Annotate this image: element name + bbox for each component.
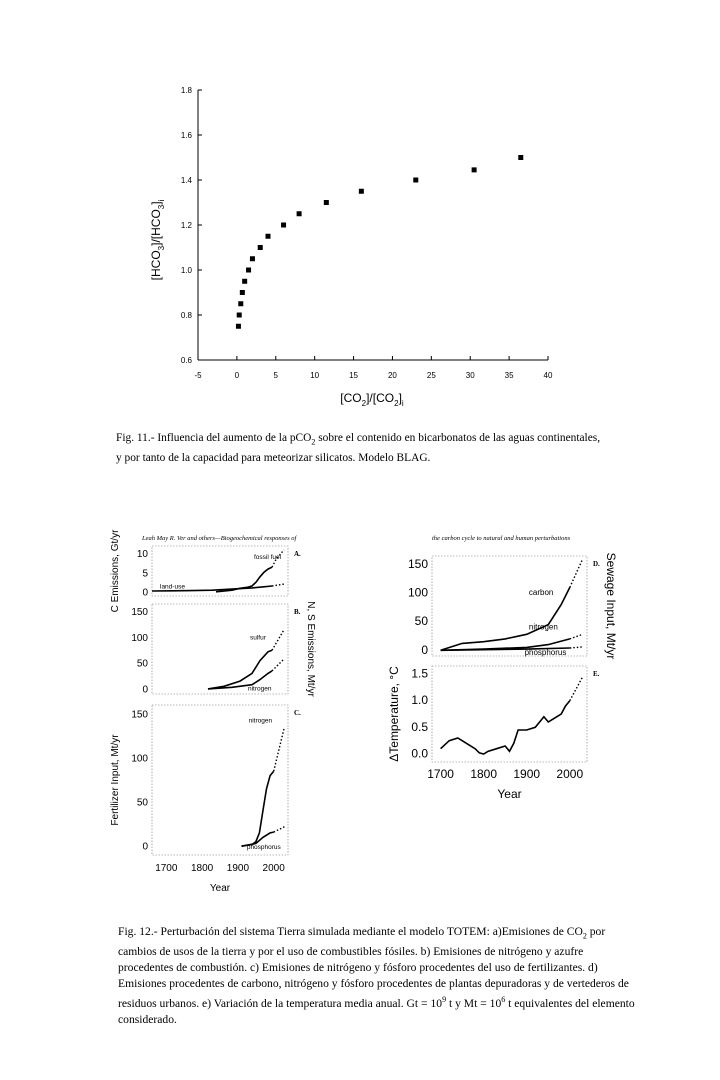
data-point <box>297 211 302 216</box>
panel-e <box>387 666 600 801</box>
series-label-phosphorus: phosphorus <box>524 647 567 657</box>
panel-frame <box>152 604 288 694</box>
data-point <box>246 268 251 273</box>
y-axis-label: N, S Emissions, Mt/yr <box>305 601 316 697</box>
y-tick-label: 100 <box>407 585 428 600</box>
figure-12-caption-line1 <box>118 924 688 944</box>
x-tick-label: 1800 <box>470 767 498 781</box>
y-tick-label: 100 <box>131 753 148 765</box>
figure-12-caption-sup1: 9 <box>442 995 447 1005</box>
panel-c <box>110 705 301 894</box>
figure-11-ylabel <box>149 199 166 280</box>
series-projection-land-use <box>272 584 284 586</box>
series-label-nitrogen: nitrogen <box>248 685 272 693</box>
figure-11-xlabel-f: i <box>401 399 404 408</box>
series-projection-nitrogen <box>570 634 583 639</box>
figure-12-caption-line2: cambios de usos de la tierra y por el uso de combustibles fósiles. b) Emisiones de nitrógeno y azufre <box>118 945 584 959</box>
figure-11-ylabel-f: i <box>157 199 166 202</box>
y-axis-label: ΔTemperature, °C <box>387 666 401 762</box>
series-projection-phosphorus <box>274 827 285 832</box>
figure-12-caption-line6: considerado. <box>118 1013 177 1027</box>
series-label-nitrogen: nitrogen <box>248 717 273 725</box>
series-label-fossil-fuel: fossil fuel <box>254 554 282 562</box>
x-tick-label: 2000 <box>556 767 584 781</box>
figure-11-xlabel-d: 2 <box>394 399 399 408</box>
panel-letter: B. <box>294 608 301 616</box>
data-point <box>240 290 245 295</box>
figure-11-ylabel-d: 3 <box>157 204 166 210</box>
series-line-nitrogen <box>242 771 274 846</box>
figure-11-xlabel-e: ] <box>398 391 402 405</box>
figure-11-axes <box>181 86 553 380</box>
y-tick-label: 1.6 <box>180 131 192 140</box>
x-tick-label: 20 <box>387 371 397 380</box>
figure-11-caption-sub: 2 <box>311 437 316 447</box>
x-tick-label: 1800 <box>190 863 214 874</box>
data-point <box>324 200 329 205</box>
figure-12-caption-line3: procedentes de combustión. c) Emisiones de nitrógeno y fósforo procedentes del uso de fertilizantes. d) <box>118 961 598 975</box>
series-label-carbon: carbon <box>528 587 554 597</box>
figure-12-caption-l1-sub: 2 <box>582 931 587 941</box>
figure-11-caption-line1 <box>116 430 676 450</box>
data-point <box>413 178 418 183</box>
x-tick-label: 35 <box>504 371 514 380</box>
series-label-land-use: land-use <box>160 583 185 591</box>
figure-11-caption-l1b: sobre el contenido en bicarbonatos de las aguas continentales, <box>315 432 601 444</box>
series-projection-nitrogen <box>272 659 284 671</box>
x-tick-label: 25 <box>426 371 436 380</box>
data-point <box>258 245 263 250</box>
y-tick-label: 0.5 <box>411 719 428 734</box>
figure-11-chart <box>0 0 720 420</box>
figure-12-caption-l5c: t equivalentes del elemento <box>505 997 635 1011</box>
data-point <box>518 155 523 160</box>
x-tick-label: 1900 <box>226 863 250 874</box>
y-tick-label: 0.6 <box>180 356 192 365</box>
y-tick-label: 150 <box>407 557 428 572</box>
figure-11-caption-line2: y por tanto de la capacidad para meteorizar silicatos. Modelo BLAG. <box>116 452 431 465</box>
figure-11-ylabel-e: ] <box>149 201 163 205</box>
x-axis-label: Year <box>497 787 522 801</box>
series-projection-nitrogen <box>274 727 285 771</box>
y-tick-label: 1.5 <box>411 666 428 681</box>
figure-12-caption-l5b: t y Mt = 10 <box>446 997 502 1011</box>
panel-frame <box>432 666 587 762</box>
y-axis-label: Fertilizer Input, Mt/yr <box>110 734 121 826</box>
data-point <box>266 234 271 239</box>
figure-12-chart <box>0 450 720 920</box>
x-tick-label: 40 <box>543 371 553 380</box>
panel-frame <box>152 705 288 855</box>
panel-letter: E. <box>593 670 600 678</box>
x-tick-label: 15 <box>349 371 359 380</box>
data-point <box>236 324 241 329</box>
x-tick-label: 0 <box>234 371 240 380</box>
x-tick-label: 1900 <box>513 767 541 781</box>
y-tick-label: 0 <box>421 642 428 657</box>
y-tick-label: 1.4 <box>180 176 192 185</box>
y-tick-label: 1.0 <box>180 266 192 275</box>
figure-12-header-left: Leah May R. Ver and others—Biogeochemical responses of <box>142 535 297 542</box>
y-tick-label: 50 <box>136 797 148 809</box>
y-tick-label: 0.0 <box>411 746 428 761</box>
y-tick-label: 150 <box>131 607 148 619</box>
x-tick-label: -5 <box>194 371 202 380</box>
y-axis-label: C Emissions, Gt/yr <box>110 529 121 613</box>
data-point <box>237 313 242 318</box>
panel-b <box>131 601 316 697</box>
figure-11-xlabel <box>340 391 404 408</box>
figure-11-ylabel-a: [HCO <box>149 250 163 281</box>
data-point <box>359 189 364 194</box>
figure-12-panels <box>110 529 618 894</box>
panel-letter: D. <box>593 560 600 568</box>
x-tick-label: 2000 <box>262 863 285 874</box>
y-tick-label: 50 <box>414 614 428 629</box>
x-tick-label: 30 <box>465 371 475 380</box>
y-tick-label: 1.2 <box>180 221 192 230</box>
figure-11-ylabel-c: ]/[HCO <box>149 209 163 246</box>
series-label-nitrogen: nitrogen <box>528 622 558 632</box>
series-projection-phosphorus <box>570 647 583 648</box>
figure-11-ylabel-b: 3 <box>157 245 166 251</box>
series-label-phosphorus: phosphorus <box>246 843 281 851</box>
series-projection-temperature <box>570 677 583 701</box>
figure-12-caption-l5a: residuos urbanos. e) Variación de la temperatura media anual. Gt = 10 <box>118 997 443 1011</box>
y-tick-label: 100 <box>131 632 148 644</box>
y-tick-label: 10 <box>136 549 148 561</box>
figure-11-xlabel-c: ]/[CO <box>366 391 395 405</box>
series-projection-sulfur <box>272 630 284 651</box>
panel-letter: A. <box>294 550 301 558</box>
figure-11-points <box>236 155 523 329</box>
y-tick-label: 50 <box>136 658 148 670</box>
figure-12-caption-line4: Emisiones procedentes de carbono, nitrógeno y fósforo procedentes de plantas depuradoras y de vertederos de <box>118 977 629 991</box>
series-line-sulfur <box>208 650 272 689</box>
x-axis-label: Year <box>209 883 231 894</box>
figure-12-caption-l1b: por <box>586 925 606 938</box>
data-point <box>238 301 243 306</box>
panel-d <box>408 553 618 660</box>
panel-letter: C. <box>294 709 301 717</box>
x-tick-label: 5 <box>273 371 279 380</box>
y-tick-label: 0 <box>142 684 148 696</box>
series-label-sulfur: sulfur <box>250 634 266 642</box>
x-tick-label: 1700 <box>427 767 454 781</box>
figure-11-xlabel-a: [CO <box>340 391 362 405</box>
x-tick-label: 1700 <box>155 863 178 874</box>
figure-12-caption <box>118 924 688 1028</box>
x-tick-label: 10 <box>310 371 320 380</box>
y-tick-label: 1.8 <box>180 86 192 95</box>
figure-12-caption-sup2: 6 <box>501 995 506 1005</box>
series-projection-carbon <box>570 559 583 588</box>
y-axis-label: Sewage Input, Mt/yr <box>604 552 618 660</box>
figure-12-caption-l1a: Fig. 12.- Perturbación del sistema Tierra simulada mediante el modelo TOTEM: a)Emisiones de CO <box>118 925 583 938</box>
figure-11-caption-l1a: Fig. 11.- Influencia del aumento de la pCO <box>116 432 312 444</box>
data-point <box>242 279 247 284</box>
data-point <box>250 256 255 261</box>
figure-12-header-right: the carbon cycle to natural and human perturbations <box>432 535 571 542</box>
data-point <box>472 167 477 172</box>
y-tick-label: 0 <box>142 841 148 853</box>
y-tick-label: 1.0 <box>411 693 428 708</box>
figure-12-caption-line5 <box>118 992 688 1012</box>
y-tick-label: 5 <box>142 568 148 580</box>
y-tick-label: 0.8 <box>180 311 192 320</box>
y-tick-label: 0 <box>142 587 148 599</box>
figure-11-xlabel-b: 2 <box>361 399 367 408</box>
y-tick-label: 150 <box>131 709 148 721</box>
data-point <box>281 223 286 228</box>
series-line-temperature <box>441 701 570 754</box>
